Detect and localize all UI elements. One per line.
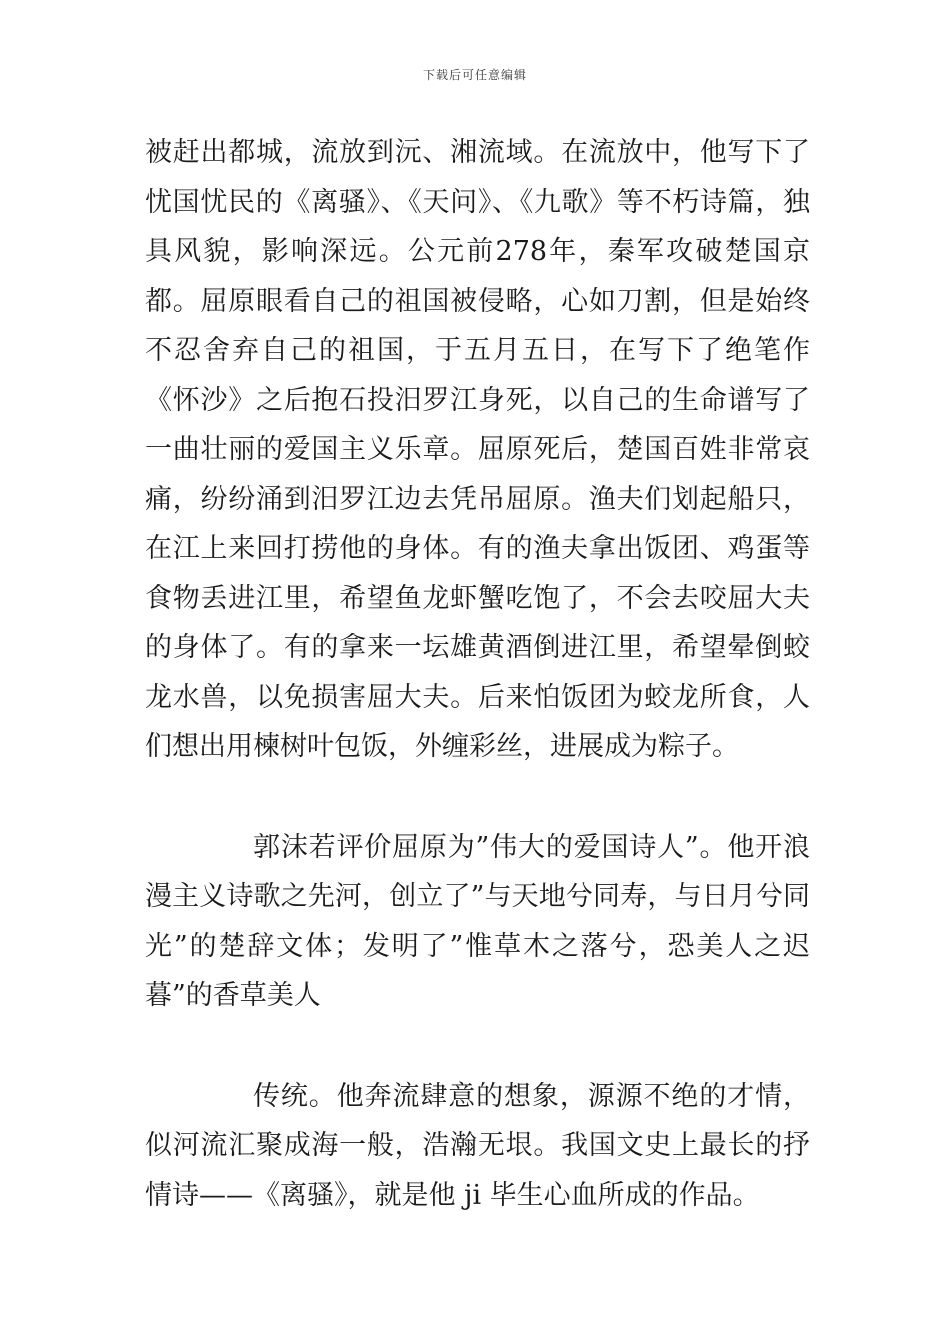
paragraph-guomoruo-evaluation: 郭沫若评价屈原为”伟大的爱国诗人”。他开浪漫主义诗歌之先河，创立了”与天地兮同寿，与日月兮同光”的楚辞文体；发明了”惟草木之落兮，恐美人之迟暮”的香草美人 <box>145 831 810 1011</box>
document-body <box>145 128 810 1220</box>
page-header-note: 下载后可任意编辑 <box>422 68 527 82</box>
paragraph-tradition-lisao: 传统。他奔流肆意的想象，源源不绝的才情，似河流汇聚成海一般，浩瀚无垠。我国文史上最长的抒情诗——《离骚》，就是他 ji 毕生心血所成的作品。 <box>145 1080 810 1211</box>
paragraph-quyuan-exile: 被赶出都城，流放到沅、湘流域。在流放中，他写下了忧国忧民的《离骚》、《天问》、《九歌》等不朽诗篇，独具风貌，影响深远。公元前278年，秦军攻破楚国京都。屈原眼看自己的祖国被侵略，心如刀割，但是始终不忍舍弃自己的祖国，于五月五日，在写下了绝笔作《怀沙》之后抱石投汨罗江身死，以自己的生命谱写了一曲壮丽的爱国主义乐章。屈原死后，楚国百姓非常哀痛，纷纷涌到汨罗江边去凭吊屈原。渔夫们划起船只，在江上来回打捞他的身体。有的渔夫拿出饭团、鸡蛋等食物丢进江里，希望鱼龙虾蟹吃饱了，不会去咬屈大夫的身体了。有的拿来一坛雄黄酒倒进江里，希望晕倒蛟龙水兽，以免损害屈大夫。后来怕饭团为蛟龙所食，人们想出用楝树叶包饭，外缠彩丝，进展成为粽子。 <box>145 137 810 762</box>
